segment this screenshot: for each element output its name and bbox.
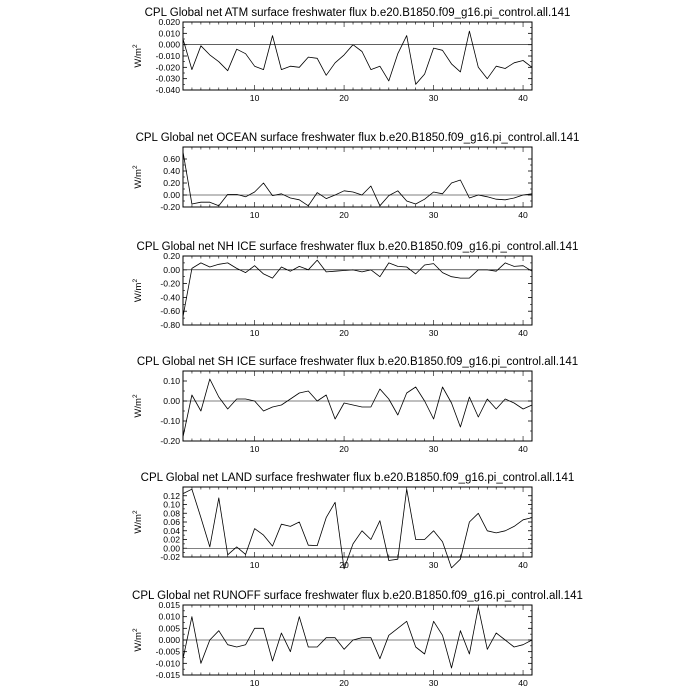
y-axis-label xyxy=(132,510,144,534)
x-tick-label: 30 xyxy=(428,444,439,454)
y-tick-label: -0.030 xyxy=(155,73,180,84)
y-tick-label: 0.00 xyxy=(163,264,180,275)
y-tick-label: 0.005 xyxy=(158,623,180,634)
y-tick-label: -0.02 xyxy=(160,552,180,562)
y-tick-label: 0.015 xyxy=(158,600,180,610)
y-tick-label: 0.60 xyxy=(163,154,180,164)
y-tick-label: 0.12 xyxy=(163,490,180,501)
plot-frame xyxy=(183,22,532,90)
x-tick-label: 20 xyxy=(339,93,349,103)
y-tick-label: 0.00 xyxy=(163,543,180,554)
y-tick-label: -0.20 xyxy=(160,202,180,212)
chart-panel-5 xyxy=(132,472,574,570)
y-tick-label: 0.20 xyxy=(163,251,180,261)
x-tick-label: 40 xyxy=(518,210,528,220)
y-tick-label: 0.04 xyxy=(163,525,180,536)
y-tick-label: 0.08 xyxy=(163,508,180,519)
y-tick-label: -0.10 xyxy=(160,416,180,426)
chart-panel-6 xyxy=(132,590,583,688)
plot-frame xyxy=(183,256,532,325)
x-tick-label: 10 xyxy=(249,560,260,570)
series-line xyxy=(183,379,532,437)
y-tick-label: 0.00 xyxy=(163,396,180,406)
y-axis-label-exponent: 2 xyxy=(132,510,139,515)
y-axis-label-unit: W/m xyxy=(133,48,144,68)
chart-title: CPL Global net OCEAN surface freshwater flux b.e20.B1850.f09_g16.pi_control.all.141 xyxy=(135,132,580,144)
y-axis-label xyxy=(132,628,144,652)
chart-title: CPL Global net NH ICE surface freshwater flux b.e20.B1850.f09_g16.pi_control.all.141 xyxy=(136,241,579,253)
y-axis-label-unit: W/m xyxy=(133,282,144,303)
x-tick-label: 40 xyxy=(518,444,528,454)
x-tick-label: 20 xyxy=(339,328,349,338)
chart-panel-4 xyxy=(132,356,578,454)
y-tick-label: 0.000 xyxy=(158,39,180,50)
x-tick-label: 10 xyxy=(249,444,260,454)
series-line xyxy=(183,607,532,668)
x-tick-label: 40 xyxy=(518,93,528,103)
y-tick-label: 0.06 xyxy=(163,517,180,527)
y-axis-label xyxy=(132,394,144,418)
y-tick-label: -0.015 xyxy=(155,670,180,680)
y-axis-label-unit: W/m xyxy=(133,398,144,418)
y-axis-label-unit: W/m xyxy=(133,632,144,652)
y-tick-label: 0.40 xyxy=(163,166,180,176)
x-tick-label: 20 xyxy=(339,678,349,688)
y-axis-label-exponent: 2 xyxy=(132,394,139,399)
y-tick-label: 0.010 xyxy=(158,611,180,622)
y-tick-label: 0.000 xyxy=(158,635,180,645)
chart-panel-2 xyxy=(132,132,579,220)
y-tick-label: -0.010 xyxy=(155,51,180,61)
series-line xyxy=(183,152,532,206)
y-tick-label: -0.80 xyxy=(160,320,180,330)
series-line xyxy=(183,31,532,84)
series-line xyxy=(183,260,532,317)
y-tick-label: -0.40 xyxy=(160,292,180,303)
y-tick-label: -0.010 xyxy=(155,658,180,669)
x-tick-label: 30 xyxy=(428,210,439,220)
y-tick-label: -0.60 xyxy=(160,306,180,317)
x-tick-label: 20 xyxy=(339,444,349,454)
y-axis-label xyxy=(132,44,144,68)
chart-title: CPL Global net SH ICE surface freshwater flux b.e20.B1850.f09_g16.pi_control.all.141 xyxy=(136,356,579,368)
y-axis-label-unit: W/m xyxy=(133,514,144,534)
chart-panel-1 xyxy=(132,7,570,103)
x-tick-label: 10 xyxy=(249,678,260,688)
x-tick-label: 30 xyxy=(428,560,439,570)
x-tick-label: 40 xyxy=(518,678,528,688)
y-tick-label: 0.02 xyxy=(163,534,180,545)
y-axis-label xyxy=(132,165,144,189)
x-tick-label: 20 xyxy=(339,210,349,220)
y-tick-label: -0.005 xyxy=(155,646,180,657)
y-tick-label: 0.20 xyxy=(163,178,180,188)
y-axis-label xyxy=(132,279,144,303)
x-tick-label: 20 xyxy=(339,560,349,570)
y-tick-label: 0.10 xyxy=(163,376,180,386)
y-tick-label: 0.010 xyxy=(158,28,180,39)
y-tick-label: -0.20 xyxy=(160,436,180,446)
y-axis-label-exponent: 2 xyxy=(132,44,139,49)
y-axis-label-exponent: 2 xyxy=(132,165,139,170)
x-tick-label: 30 xyxy=(428,93,439,103)
y-tick-label: -0.040 xyxy=(155,85,180,95)
chart-panel-3 xyxy=(132,241,578,338)
plot-frame xyxy=(183,487,532,557)
y-tick-label: -0.020 xyxy=(155,62,180,73)
chart-title: CPL Global net LAND surface freshwater flux b.e20.B1850.f09_g16.pi_control.all.141 xyxy=(140,472,575,484)
x-tick-label: 40 xyxy=(518,328,528,338)
x-tick-label: 40 xyxy=(518,560,528,570)
x-tick-label: 10 xyxy=(249,210,260,220)
y-tick-label: 0.10 xyxy=(163,499,180,510)
x-tick-label: 30 xyxy=(428,328,439,338)
y-tick-label: -0.20 xyxy=(160,278,180,289)
y-axis-label-exponent: 2 xyxy=(132,628,139,633)
x-tick-label: 10 xyxy=(249,93,260,103)
y-tick-label: 0.020 xyxy=(158,17,180,27)
y-tick-label: 0.00 xyxy=(163,190,180,200)
x-tick-label: 10 xyxy=(249,328,260,338)
y-axis-label-unit: W/m xyxy=(133,169,144,189)
y-axis-label-exponent: 2 xyxy=(132,278,139,283)
x-tick-label: 30 xyxy=(428,678,439,688)
chart-title: CPL Global net RUNOFF surface freshwater flux b.e20.B1850.f09_g16.pi_control.all.141 xyxy=(132,590,583,602)
plot-frame xyxy=(183,147,532,207)
chart-title: CPL Global net ATM surface freshwater flux b.e20.B1850.f09_g16.pi_control.all.141 xyxy=(144,7,571,19)
